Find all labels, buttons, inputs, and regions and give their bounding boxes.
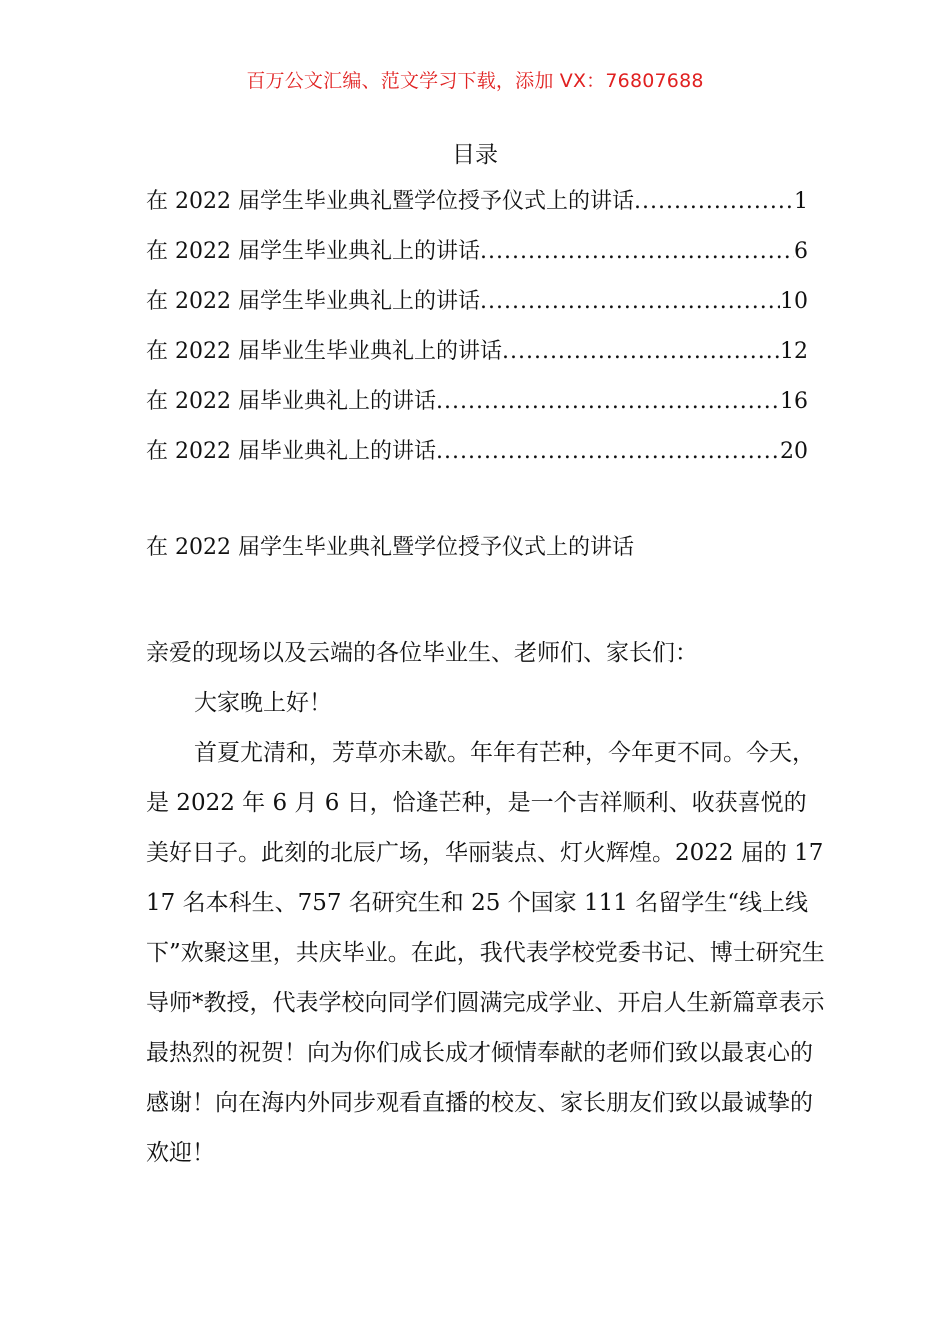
toc-entry-text: 在 2022 届学生毕业典礼暨学位授予仪式上的讲话	[146, 189, 634, 214]
toc-entry-page: 16	[780, 389, 808, 414]
toc-entry[interactable]	[146, 284, 808, 334]
table-of-contents	[146, 184, 808, 484]
greeting: 大家晚上好！	[194, 690, 332, 716]
toc-entry-page: 6	[794, 239, 808, 264]
toc-entry-page: 1	[794, 189, 808, 214]
toc-entry-text: 在 2022 届毕业典礼上的讲话	[146, 439, 436, 464]
toc-entry[interactable]	[146, 184, 808, 234]
salutation: 亲爱的现场以及云端的各位毕业生、老师们、家长们：	[146, 640, 698, 666]
toc-entry-text: 在 2022 届毕业典礼上的讲话	[146, 389, 436, 414]
toc-entry[interactable]	[146, 434, 808, 484]
toc-title: 目录	[452, 142, 498, 168]
toc-entry-page: 10	[780, 289, 808, 314]
opening-paragraph: 首夏尤清和，芳草亦未歇。年年有芒种，今年更不同。今天，是 2022 年 6 月 6 日，恰逢芒种，是一个吉祥顺利、收获喜悦的美好日子。此刻的北辰广场，华丽装点、灯火辉煌。2022 届的 1717 名本科生、757 名研究生和 25 个国家 111 名留学生“线上线下”欢聚这里，共庆毕业。在此，我代表学校党委书记、博士研究生导师*教授，代表学校向同学们圆满完成学业、开启人生新篇章表示最热烈的祝贺！向为你们成长成才倾情奉献的老师们致以最衷心的感谢！向在海内外同步观看直播的校友、家长朋友们致以最诚挚的欢迎！	[146, 740, 825, 1166]
toc-leader-dots	[480, 239, 794, 264]
header-banner: 百万公文汇编、范文学习下载，添加 VX：76807688	[246, 70, 704, 92]
toc-entry-text: 在 2022 届学生毕业典礼上的讲话	[146, 239, 480, 264]
toc-entry-page: 12	[780, 339, 808, 364]
toc-entry-text: 在 2022 届学生毕业典礼上的讲话	[146, 289, 480, 314]
toc-leader-dots	[436, 439, 780, 464]
toc-leader-dots	[502, 339, 780, 364]
speech-body	[146, 628, 826, 1178]
toc-entry-page: 20	[780, 439, 808, 464]
toc-entry-text: 在 2022 届毕业生毕业典礼上的讲话	[146, 339, 502, 364]
toc-entry[interactable]	[146, 234, 808, 284]
toc-entry[interactable]	[146, 384, 808, 434]
section-title: 在 2022 届学生毕业典礼暨学位授予仪式上的讲话	[146, 535, 634, 560]
toc-entry[interactable]	[146, 334, 808, 384]
toc-leader-dots	[436, 389, 780, 414]
toc-leader-dots	[480, 289, 780, 314]
toc-leader-dots	[634, 189, 794, 214]
